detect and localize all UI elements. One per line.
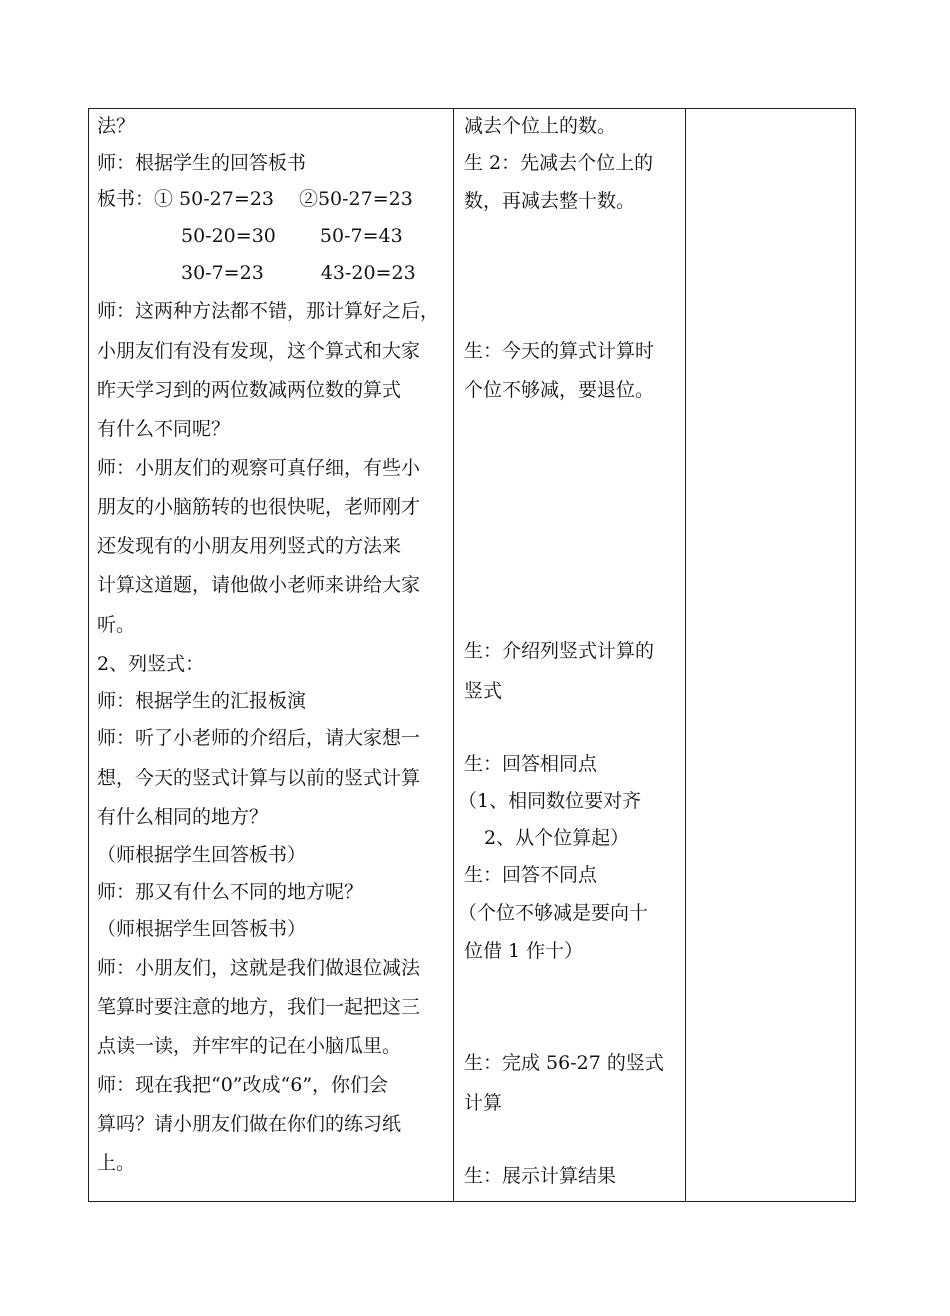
text-line: 2、列竖式： (97, 653, 205, 675)
text-line: 有什么相同的地方？ (97, 806, 269, 828)
text-line: （师根据学生回答板书） (97, 844, 307, 866)
text-line: 生：介绍列竖式计算的 (464, 640, 655, 662)
text-line: 还发现有的小朋友用列竖式的方法来 (97, 535, 402, 557)
text-line: 减去个位上的数。 (464, 115, 617, 137)
text-line: 计算 (464, 1092, 503, 1114)
text-line: 师：小朋友们，这就是我们做退位减法 (97, 957, 421, 979)
text-line: 师：这两种方法都不错，那计算好之后， (97, 300, 440, 322)
text-line: 生：回答不同点 (464, 864, 598, 886)
notes-column (687, 109, 855, 1201)
text-line: 想，今天的竖式计算与以前的竖式计算 (97, 767, 421, 789)
text-line: 板书：① 50-27=23 ②50-27=23 (97, 188, 413, 210)
text-line: 30-7=23 43-20=23 (181, 262, 416, 284)
text-line: 算吗？请小朋友们做在你们的练习纸 (97, 1113, 402, 1135)
text-line: 点读一读，并牢牢的记在小脑瓜里。 (97, 1035, 402, 1057)
lesson-table (88, 108, 856, 1202)
text-line: 法？ (97, 115, 136, 137)
column-divider-1 (453, 109, 454, 1201)
text-line: 个位不够减，要退位。 (464, 379, 655, 401)
text-line: 生：完成 56-27 的竖式 (464, 1052, 664, 1074)
text-line: 上。 (97, 1152, 136, 1174)
text-line: 生：回答相同点 (464, 753, 598, 775)
text-line: （1、相同数位要对齐 (458, 790, 642, 812)
text-line: 生：今天的算式计算时 (464, 340, 655, 362)
text-line: （个位不够减是要向十 (458, 902, 649, 924)
text-line: 计算这道题，请他做小老师来讲给大家 (97, 574, 421, 596)
text-line: 生：展示计算结果 (464, 1165, 617, 1187)
text-line: 师：听了小老师的介绍后，请大家想一 (97, 727, 421, 749)
text-line: 昨天学习到的两位数减两位数的算式 (97, 379, 402, 401)
text-line: 师：那又有什么不同的地方呢？ (97, 881, 364, 903)
text-line: 位借 1 作十） (464, 940, 584, 962)
text-line: （师根据学生回答板书） (97, 918, 307, 940)
text-line: 生 2：先减去个位上的 (464, 152, 654, 174)
text-line: 数，再减去整十数。 (464, 190, 636, 212)
text-line: 小朋友们有没有发现，这个算式和大家 (97, 340, 421, 362)
column-divider-2 (685, 109, 686, 1201)
text-line: 师：根据学生的回答板书 (97, 152, 307, 174)
text-line: 笔算时要注意的地方，我们一起把这三 (97, 996, 421, 1018)
text-line: 50-20=30 50-7=43 (181, 225, 403, 247)
text-line: 朋友的小脑筋转的也很快呢，老师刚才 (97, 496, 421, 518)
text-line: 竖式 (464, 680, 503, 702)
text-line: 师：现在我把“0”改成“6”，你们会 (97, 1074, 389, 1096)
student-activity-column (458, 109, 684, 1201)
text-line: 2、从个位算起） (484, 827, 630, 849)
text-line: 听。 (97, 614, 136, 636)
text-line: 有什么不同呢？ (97, 418, 231, 440)
teacher-activity-column (97, 109, 453, 1201)
text-line: 师：小朋友们的观察可真仔细，有些小 (97, 457, 421, 479)
text-line: 师：根据学生的汇报板演 (97, 690, 307, 712)
